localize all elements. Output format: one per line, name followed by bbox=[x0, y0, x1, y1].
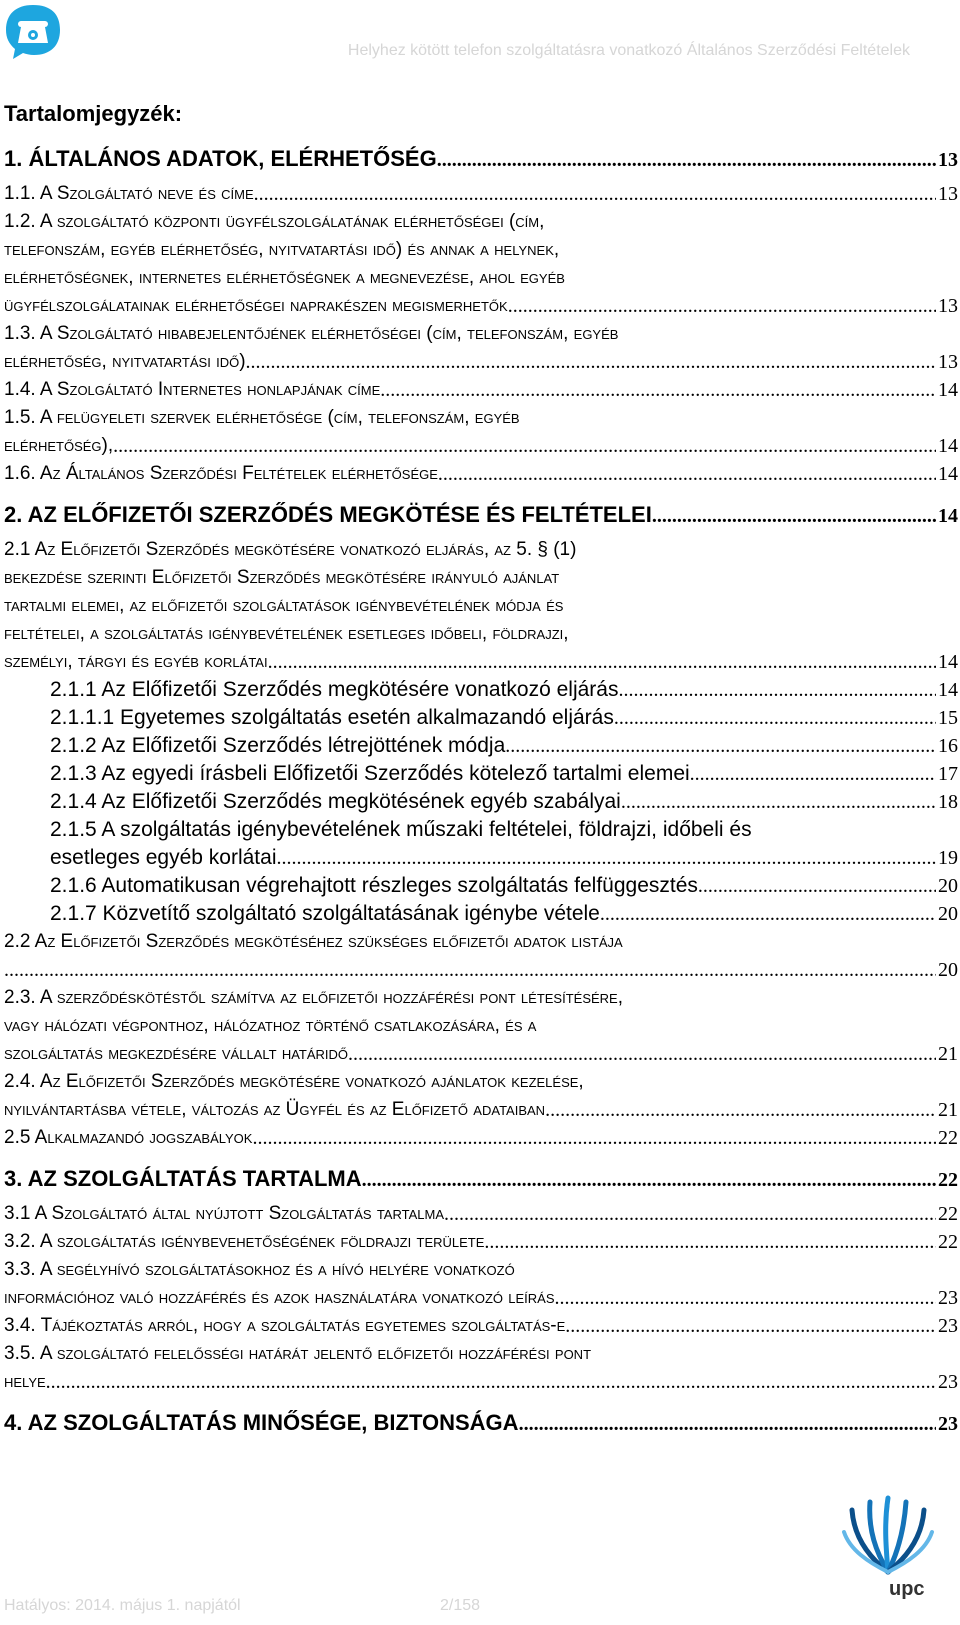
toc-entry-text: 1.3. A Szolgáltató hibabejelentőjének elérhetőségei (cím, telefonszám, egyéb bbox=[4, 323, 619, 344]
toc-leader-dots bbox=[113, 432, 936, 460]
toc-entry-text: ügyfélszolgálatainak elérhetőségei naprakészen megismerhetők bbox=[4, 295, 508, 316]
toc-entry-text: elérhetőség, nyitvatartási idő) bbox=[4, 351, 246, 372]
toc-entry-text: 2.1.4 Az Előfizetői Szerződés megkötésének egyéb szabályai bbox=[50, 790, 621, 813]
toc-entry-text: 2. AZ ELŐFIZETŐI SZERZŐDÉS MEGKÖTÉSE ÉS FELTÉTELEI bbox=[4, 502, 652, 527]
toc-entry[interactable] bbox=[4, 816, 958, 872]
toc-entry[interactable] bbox=[4, 984, 958, 1068]
toc-page-number: 14 bbox=[938, 505, 958, 527]
toc-leader-dots bbox=[444, 1200, 936, 1228]
toc-page-number: 13 bbox=[938, 351, 958, 373]
toc-entry[interactable] bbox=[4, 376, 958, 404]
toc-entry[interactable] bbox=[4, 704, 958, 732]
toc-leader-dots bbox=[4, 956, 936, 984]
toc-entry-text: telefonszám, egyéb elérhetőség, nyitvatartási idő) és annak a helynek, bbox=[4, 239, 560, 260]
toc-page-number: 14 bbox=[938, 679, 958, 701]
toc-page-number: 13 bbox=[938, 183, 958, 205]
toc-page-number: 15 bbox=[938, 707, 958, 729]
toc-entry-text: helye bbox=[4, 1371, 46, 1392]
toc-page-number: 16 bbox=[938, 735, 958, 757]
toc-page-number: 18 bbox=[938, 791, 958, 813]
toc-entry[interactable] bbox=[4, 900, 958, 928]
toc-entry[interactable] bbox=[4, 536, 958, 676]
toc-page-number: 17 bbox=[938, 763, 958, 785]
toc-leader-dots bbox=[652, 505, 936, 528]
toc-leader-dots bbox=[600, 900, 936, 928]
toc-entry[interactable] bbox=[4, 788, 958, 816]
toc-page-number: 20 bbox=[938, 875, 958, 897]
table-of-contents bbox=[4, 132, 958, 1444]
toc-entry-text: bekezdése szerinti Előfizetői Szerződés megkötésére irányuló ajánlat bbox=[4, 567, 560, 588]
toc-entry-text: 2.3. A szerződéskötéstől számítva az előfizetői hozzáférési pont létesítésére, bbox=[4, 987, 623, 1008]
toc-entry-text: 2.1.3 Az egyedi írásbeli Előfizetői Szerződés kötelező tartalmi elemei bbox=[50, 762, 690, 785]
toc-leader-dots bbox=[618, 676, 936, 704]
toc-page-number: 20 bbox=[938, 903, 958, 925]
toc-leader-dots bbox=[362, 1169, 936, 1192]
toc-page-number: 14 bbox=[938, 463, 958, 485]
toc-entry[interactable] bbox=[4, 676, 958, 704]
toc-entry[interactable] bbox=[4, 1340, 958, 1396]
toc-entry-text: 1.2. A szolgáltató központi ügyfélszolgálatának elérhetőségei (cím, bbox=[4, 211, 545, 232]
toc-entry[interactable] bbox=[4, 732, 958, 760]
toc-leader-dots bbox=[348, 1040, 936, 1068]
toc-entry-text: 2.5 Alkalmazandó jogszabályok bbox=[4, 1127, 253, 1148]
toc-entry[interactable] bbox=[4, 494, 958, 536]
toc-entry-text: nyilvántartásba vétele, változás az Ügyfél és az Előfizető adataiban bbox=[4, 1099, 546, 1120]
toc-page-number: 21 bbox=[938, 1043, 958, 1065]
toc-entry-text: esetleges egyéb korlátai bbox=[50, 846, 277, 869]
toc-entry-text: 2.1.2 Az Előfizetői Szerződés létrejöttének módja bbox=[50, 734, 506, 757]
toc-page-number: 13 bbox=[938, 295, 958, 317]
toc-entry[interactable] bbox=[4, 1402, 958, 1444]
toc-leader-dots bbox=[698, 872, 936, 900]
toc-entry-text: feltételei, a szolgáltatás igénybevételének esetleges időbeli, földrajzi, bbox=[4, 623, 569, 644]
toc-entry-text: 3.3. A segélyhívó szolgáltatásokhoz és a hívó helyére vonatkozó bbox=[4, 1259, 515, 1280]
toc-entry-text: 1. ÁLTALÁNOS ADATOK, ELÉRHETŐSÉG bbox=[4, 146, 437, 171]
toc-leader-dots bbox=[380, 376, 936, 404]
toc-leader-dots bbox=[565, 1312, 936, 1340]
toc-entry-text: tartalmi elemei, az előfizetői szolgáltatások igénybevételének módja és bbox=[4, 595, 564, 616]
toc-entry[interactable] bbox=[4, 1312, 958, 1340]
toc-entry-text: 2.2 Az Előfizetői Szerződés megkötéséhez szükséges előfizetői adatok listája bbox=[4, 931, 623, 952]
toc-entry[interactable] bbox=[4, 872, 958, 900]
toc-leader-dots bbox=[276, 844, 936, 872]
toc-page-number: 21 bbox=[938, 1099, 958, 1121]
toc-entry[interactable] bbox=[4, 320, 958, 376]
toc-entry-text: 2.1.5 A szolgáltatás igénybevételének műszaki feltételei, földrajzi, időbeli és bbox=[50, 818, 752, 841]
toc-leader-dots bbox=[254, 180, 936, 208]
toc-entry-text: elérhetőség), bbox=[4, 435, 114, 456]
toc-leader-dots bbox=[437, 149, 936, 172]
toc-entry[interactable] bbox=[4, 404, 958, 460]
toc-leader-dots bbox=[438, 460, 936, 488]
toc-entry-text: 3.2. A szolgáltatás igénybevehetőségének földrajzi területe bbox=[4, 1231, 485, 1252]
toc-entry[interactable] bbox=[4, 180, 958, 208]
toc-entry[interactable] bbox=[4, 928, 958, 984]
toc-leader-dots bbox=[614, 704, 936, 732]
toc-entry-text: személyi, tárgyi és egyéb korlátai bbox=[4, 651, 268, 672]
toc-page-number: 23 bbox=[938, 1315, 958, 1337]
toc-page-number: 23 bbox=[938, 1287, 958, 1309]
toc-entry[interactable] bbox=[4, 1068, 958, 1124]
toc-page-number: 22 bbox=[938, 1169, 958, 1191]
toc-entry-text: 2.1.6 Automatikusan végrehajtott részleges szolgáltatás felfüggesztés bbox=[50, 874, 698, 897]
toc-entry-text: szolgáltatás megkezdésére vállalt határidő bbox=[4, 1043, 349, 1064]
toc-entry-text: 1.5. A felügyeleti szervek elérhetősége (cím, telefonszám, egyéb bbox=[4, 407, 520, 428]
toc-entry-text: vagy hálózati végponthoz, hálózathoz történő csatlakozására, és a bbox=[4, 1015, 537, 1036]
toc-entry[interactable] bbox=[4, 208, 958, 320]
toc-entry-text: 3.4. Tájékoztatás arról, hogy a szolgáltatás egyetemes szolgáltatás-e bbox=[4, 1315, 566, 1336]
toc-leader-dots bbox=[46, 1368, 936, 1396]
toc-entry-text: 2.1.1.1 Egyetemes szolgáltatás esetén alkalmazandó eljárás bbox=[50, 706, 614, 729]
toc-leader-dots bbox=[555, 1284, 936, 1312]
toc-entry[interactable] bbox=[4, 1200, 958, 1228]
toc-page-number: 14 bbox=[938, 435, 958, 457]
toc-leader-dots bbox=[505, 732, 936, 760]
toc-leader-dots bbox=[508, 292, 936, 320]
toc-leader-dots bbox=[621, 788, 936, 816]
upc-logo-icon bbox=[840, 1492, 936, 1582]
toc-page-number: 23 bbox=[938, 1413, 958, 1435]
toc-page-number: 14 bbox=[938, 651, 958, 673]
toc-entry-text: 3.1 A Szolgáltató által nyújtott Szolgáltatás tartalma bbox=[4, 1203, 445, 1224]
toc-leader-dots bbox=[252, 1124, 936, 1152]
toc-leader-dots bbox=[268, 648, 936, 676]
toc-page-number: 22 bbox=[938, 1203, 958, 1225]
page-number: 2/158 bbox=[440, 1597, 481, 1614]
toc-page-number: 23 bbox=[938, 1371, 958, 1393]
toc-page-number: 22 bbox=[938, 1127, 958, 1149]
toc-entry-text: információhoz való hozzáférés és azok használatára vonatkozó leírás bbox=[4, 1287, 555, 1308]
toc-entry[interactable] bbox=[4, 1158, 958, 1200]
toc-entry-text: 2.1.7 Közvetítő szolgáltató szolgáltatásának igénybe vétele bbox=[50, 902, 600, 925]
toc-page-number: 19 bbox=[938, 847, 958, 869]
toc-entry-text: 1.4. A Szolgáltató Internetes honlapjának címe bbox=[4, 379, 381, 400]
toc-leader-dots bbox=[519, 1413, 936, 1436]
toc-entry-text: 2.1 Az Előfizetői Szerződés megkötésére vonatkozó eljárás, az 5. § (1) bbox=[4, 539, 577, 560]
toc-page-number: 14 bbox=[938, 379, 958, 401]
toc-leader-dots bbox=[246, 348, 936, 376]
toc-entry[interactable] bbox=[4, 138, 958, 180]
toc-entry-text: 3.5. A szolgáltató felelősségi határát jelentő előfizetői hozzáférési pont bbox=[4, 1343, 592, 1364]
toc-entry-text: 1.6. Az Általános Szerződési Feltételek elérhetősége bbox=[4, 463, 438, 484]
toc-entry-text: 2.4. Az Előfizetői Szerződés megkötésére vonatkozó ajánlatok kezelése, bbox=[4, 1071, 584, 1092]
toc-entry[interactable] bbox=[4, 1256, 958, 1312]
document-header-title: Helyhez kötött telefon szolgáltatásra vonatkozó Általános Szerződési Feltételek bbox=[347, 42, 910, 59]
toc-page-number: 13 bbox=[938, 149, 958, 171]
toc-leader-dots bbox=[690, 760, 936, 788]
toc-page-number: 20 bbox=[938, 959, 958, 981]
toc-entry[interactable] bbox=[4, 1228, 958, 1256]
toc-entry-text: 3. AZ SZOLGÁLTATÁS TARTALMA bbox=[4, 1166, 362, 1191]
upc-brand-text: upc bbox=[889, 1578, 925, 1600]
toc-entry-text: 2.1.1 Az Előfizetői Szerződés megkötésére vonatkozó eljárás bbox=[50, 678, 619, 701]
toc-leader-dots bbox=[484, 1228, 936, 1256]
toc-entry[interactable] bbox=[4, 760, 958, 788]
toc-entry-text: elérhetőségnek, internetes elérhetőségnek a megnevezése, ahol egyéb bbox=[4, 267, 565, 288]
effective-date: Hatályos: 2014. május 1. napjától bbox=[4, 1597, 241, 1614]
toc-page-number: 22 bbox=[938, 1231, 958, 1253]
toc-leader-dots bbox=[545, 1096, 936, 1124]
toc-entry-text: 1.1. A Szolgáltató neve és címe bbox=[4, 183, 254, 204]
toc-entry[interactable] bbox=[4, 460, 958, 488]
toc-title: Tartalomjegyzék: bbox=[4, 101, 183, 126]
toc-entry-text: 4. AZ SZOLGÁLTATÁS MINŐSÉGE, BIZTONSÁGA bbox=[4, 1410, 519, 1435]
phone-icon bbox=[4, 3, 62, 61]
toc-entry[interactable] bbox=[4, 1124, 958, 1152]
